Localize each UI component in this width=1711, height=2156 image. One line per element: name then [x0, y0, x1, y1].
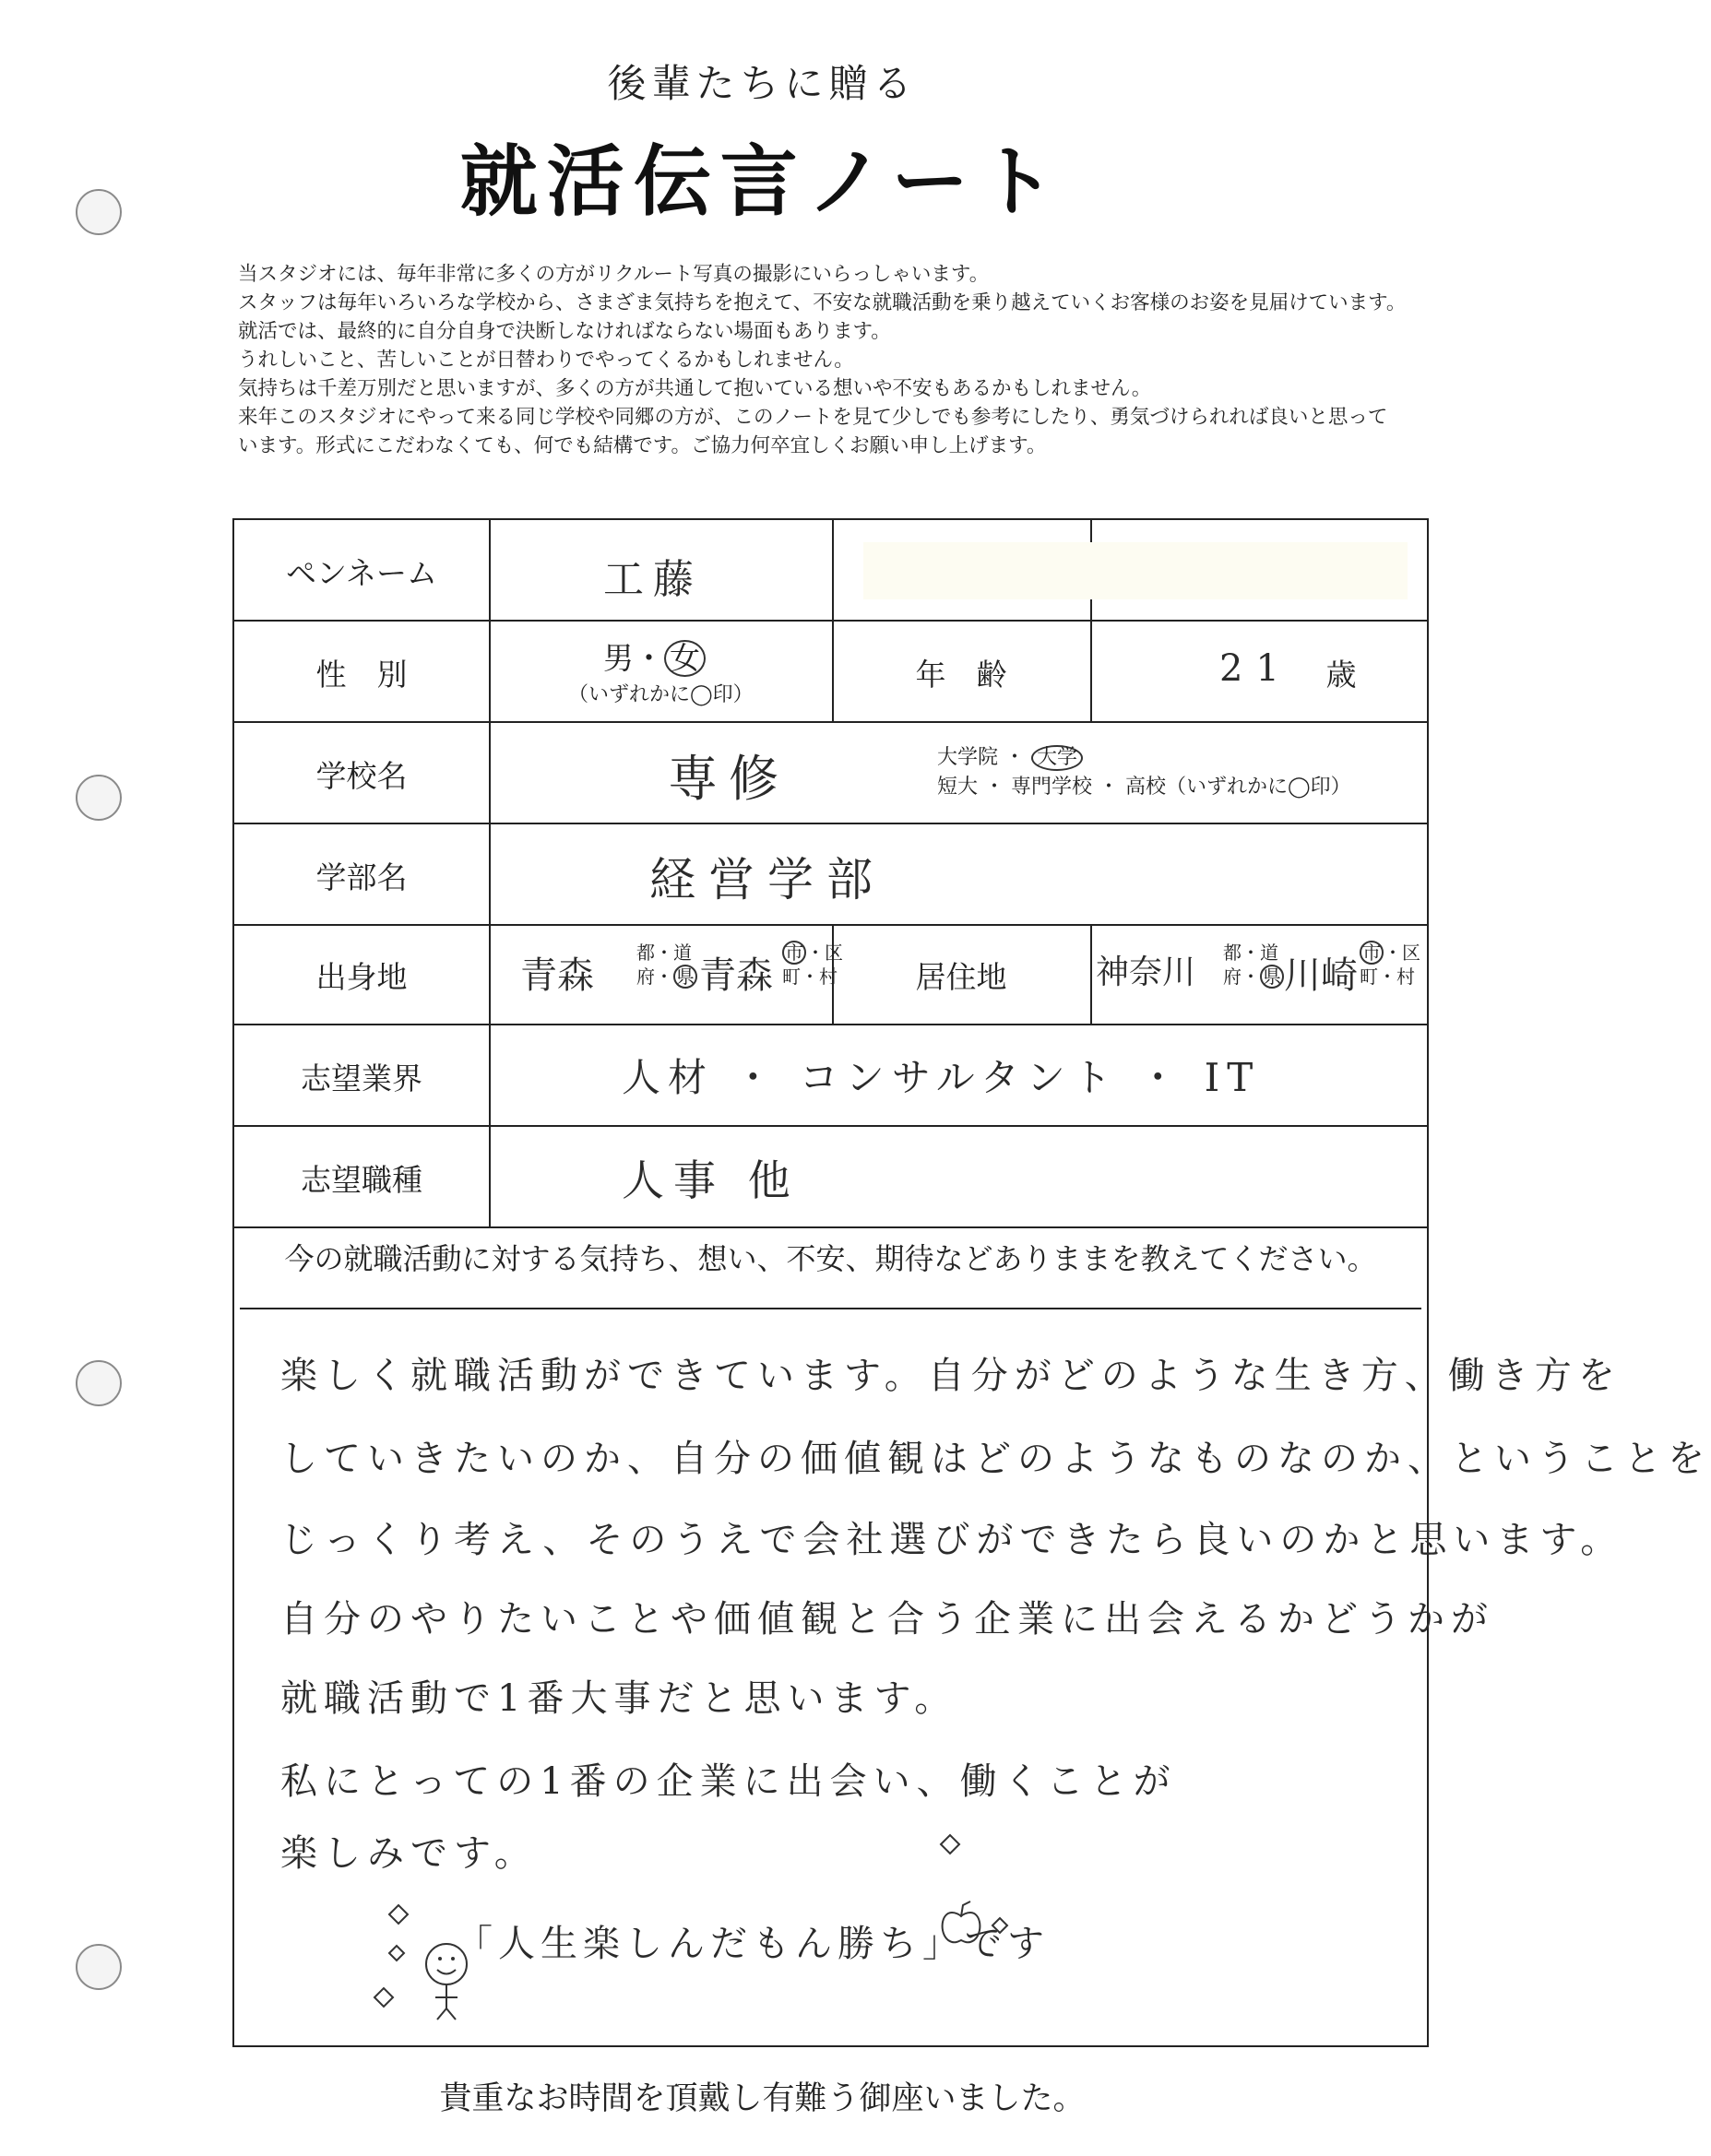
residence-pref-type [1223, 941, 1284, 989]
prompt-divider [240, 1308, 1421, 1309]
school-opt-univ-circled: 大学 [1031, 745, 1083, 771]
free-text-prompt: 今の就職活動に対する気持ち、想い、不安、期待などありままを教えてください。 [284, 1241, 1377, 1276]
school-opt-separator: ・ [1004, 746, 1026, 769]
intro-line: うれしいこと、苦しいことが日替わりでやってくるかもしれません。 [238, 349, 854, 372]
gender-separator: ・ [634, 640, 664, 676]
city-type-bottom: 町・村 [1360, 965, 1415, 988]
residence-city: 川崎 [1284, 954, 1358, 997]
pref-type-fu: 府・ [1223, 965, 1260, 988]
faculty-value: 経営学部 [649, 853, 885, 906]
hometown-prefecture: 青森 [520, 954, 594, 997]
message-line: 楽しみです。 [280, 1832, 538, 1875]
city-type-shi-circled: 市 [1360, 941, 1384, 965]
city-type-bottom: 町・村 [782, 965, 838, 988]
message-line: 就職活動で1番大事だと思います。 [280, 1677, 958, 1720]
intro-line: 就活では、最終的に自分自身で決断しなければならない場面もあります。 [238, 320, 891, 343]
faculty-label: 学部名 [315, 859, 408, 895]
gender-options [603, 634, 706, 678]
message-line: 自分のやりたいことや価値観と合う企業に出会えるかどうかが [280, 1598, 1494, 1641]
age-label: 年 齢 [915, 657, 1007, 693]
school-opt-grad: 大学院 [937, 746, 999, 769]
message-line: じっくり考え、そのうえで会社選びができたら良いのかと思います。 [280, 1519, 1624, 1561]
page-title: 就活伝言ノート [459, 136, 1065, 227]
page-subtitle: 後輩たちに贈る [607, 61, 918, 106]
footer-thanks: 貴重なお時間を頂戴し有難う御座いました。 [439, 2080, 1086, 2117]
intro-line: スタッフは毎年いろいろな学校から、さまざま気持ちを抱えて、不安な就職活動を乗り越えていくお客様のお姿を見届けています。 [238, 291, 1407, 314]
penname-value: 工藤 [603, 556, 703, 603]
row-divider [234, 1226, 1427, 1228]
row-divider [234, 823, 1427, 824]
penname-label: ペンネーム [285, 555, 437, 591]
residence-city-type [1360, 941, 1420, 989]
residence-label: 居住地 [915, 959, 1007, 995]
hometown-city: 青森 [699, 954, 773, 997]
city-type-top [1360, 941, 1420, 965]
school-label: 学校名 [315, 758, 408, 794]
pref-type-ken-circled: 県 [1260, 965, 1284, 989]
intro-line: います。形式にこだわなくても、何でも結構です。ご協力何卒宜しくお願い申し上げます。 [238, 434, 1047, 457]
row-divider [234, 620, 1427, 622]
industry-label: 志望業界 [301, 1060, 422, 1096]
gender-label: 性 別 [315, 657, 408, 693]
intro-line: 来年このスタジオにやって来る同じ学校や同郷の方が、このノートを見て少しでも参考にしたり、勇気づけられれば良いと思って [238, 406, 1388, 429]
pref-type-bottom [636, 965, 697, 989]
pref-type-ken-circled: 県 [673, 965, 697, 989]
hometown-label: 出身地 [315, 959, 408, 995]
apple-doodle-icon [922, 1822, 1033, 1951]
redacted-area [863, 542, 1408, 599]
row-divider [234, 1125, 1427, 1127]
message-line: 私にとっての1番の企業に出会い、働くことが [280, 1760, 1177, 1803]
intro-line: 当スタジオには、毎年非常に多くの方がリクルート写真の撮影にいらっしゃいます。 [238, 263, 990, 286]
job-value: 人事 他 [622, 1155, 800, 1205]
message-line: 楽しく就職活動ができています。自分がどのような生き方、働き方を [280, 1355, 1622, 1397]
industry-value: 人材 ・ コンサルタント ・ IT [622, 1055, 1261, 1100]
pref-type-top: 都・道 [636, 942, 692, 964]
hometown-pref-type [636, 941, 697, 989]
school-type-options-top [937, 741, 1083, 771]
closing-quote: 「人生楽しんだもん勝ち」です [456, 1923, 1050, 1965]
city-type-ku: ・区 [1384, 942, 1420, 964]
col-divider [489, 520, 491, 1226]
row-divider [234, 1024, 1427, 1025]
gender-note: （いずれかに◯印） [568, 683, 754, 706]
school-value: 専修 [668, 750, 790, 808]
pref-type-top: 都・道 [1223, 942, 1278, 964]
col-divider [1090, 924, 1092, 1024]
city-type-ku: ・区 [806, 942, 843, 964]
survey-form [232, 518, 1711, 2047]
gender-female-circled: 女 [664, 640, 706, 677]
intro-line: 気持ちは千差万別だと思いますが、多くの方が共通して抱いている想いや不安もあるかもしれません。 [238, 377, 1152, 400]
message-line: していきたいのか、自分の価値観はどのようなものなのか、ということを [280, 1438, 1711, 1480]
age-value: 21 [1219, 647, 1292, 690]
row-divider [234, 924, 1427, 926]
gender-male: 男 [603, 640, 634, 676]
row-divider [234, 721, 1427, 723]
intro-text [238, 260, 1492, 460]
pref-type-bottom [1223, 965, 1284, 989]
pref-type-fu: 府・ [636, 965, 673, 988]
city-type-shi-circled: 市 [782, 941, 806, 965]
binder-hole [76, 1360, 122, 1406]
job-label: 志望職種 [301, 1162, 422, 1198]
binder-hole [76, 1944, 122, 1990]
residence-prefecture: 神奈川 [1096, 954, 1196, 991]
age-unit: 歳 [1325, 657, 1357, 693]
binder-hole [76, 775, 122, 821]
school-type-options-bottom: 短大 ・ 専門学校 ・ 高校（いずれかに◯印） [937, 776, 1351, 799]
